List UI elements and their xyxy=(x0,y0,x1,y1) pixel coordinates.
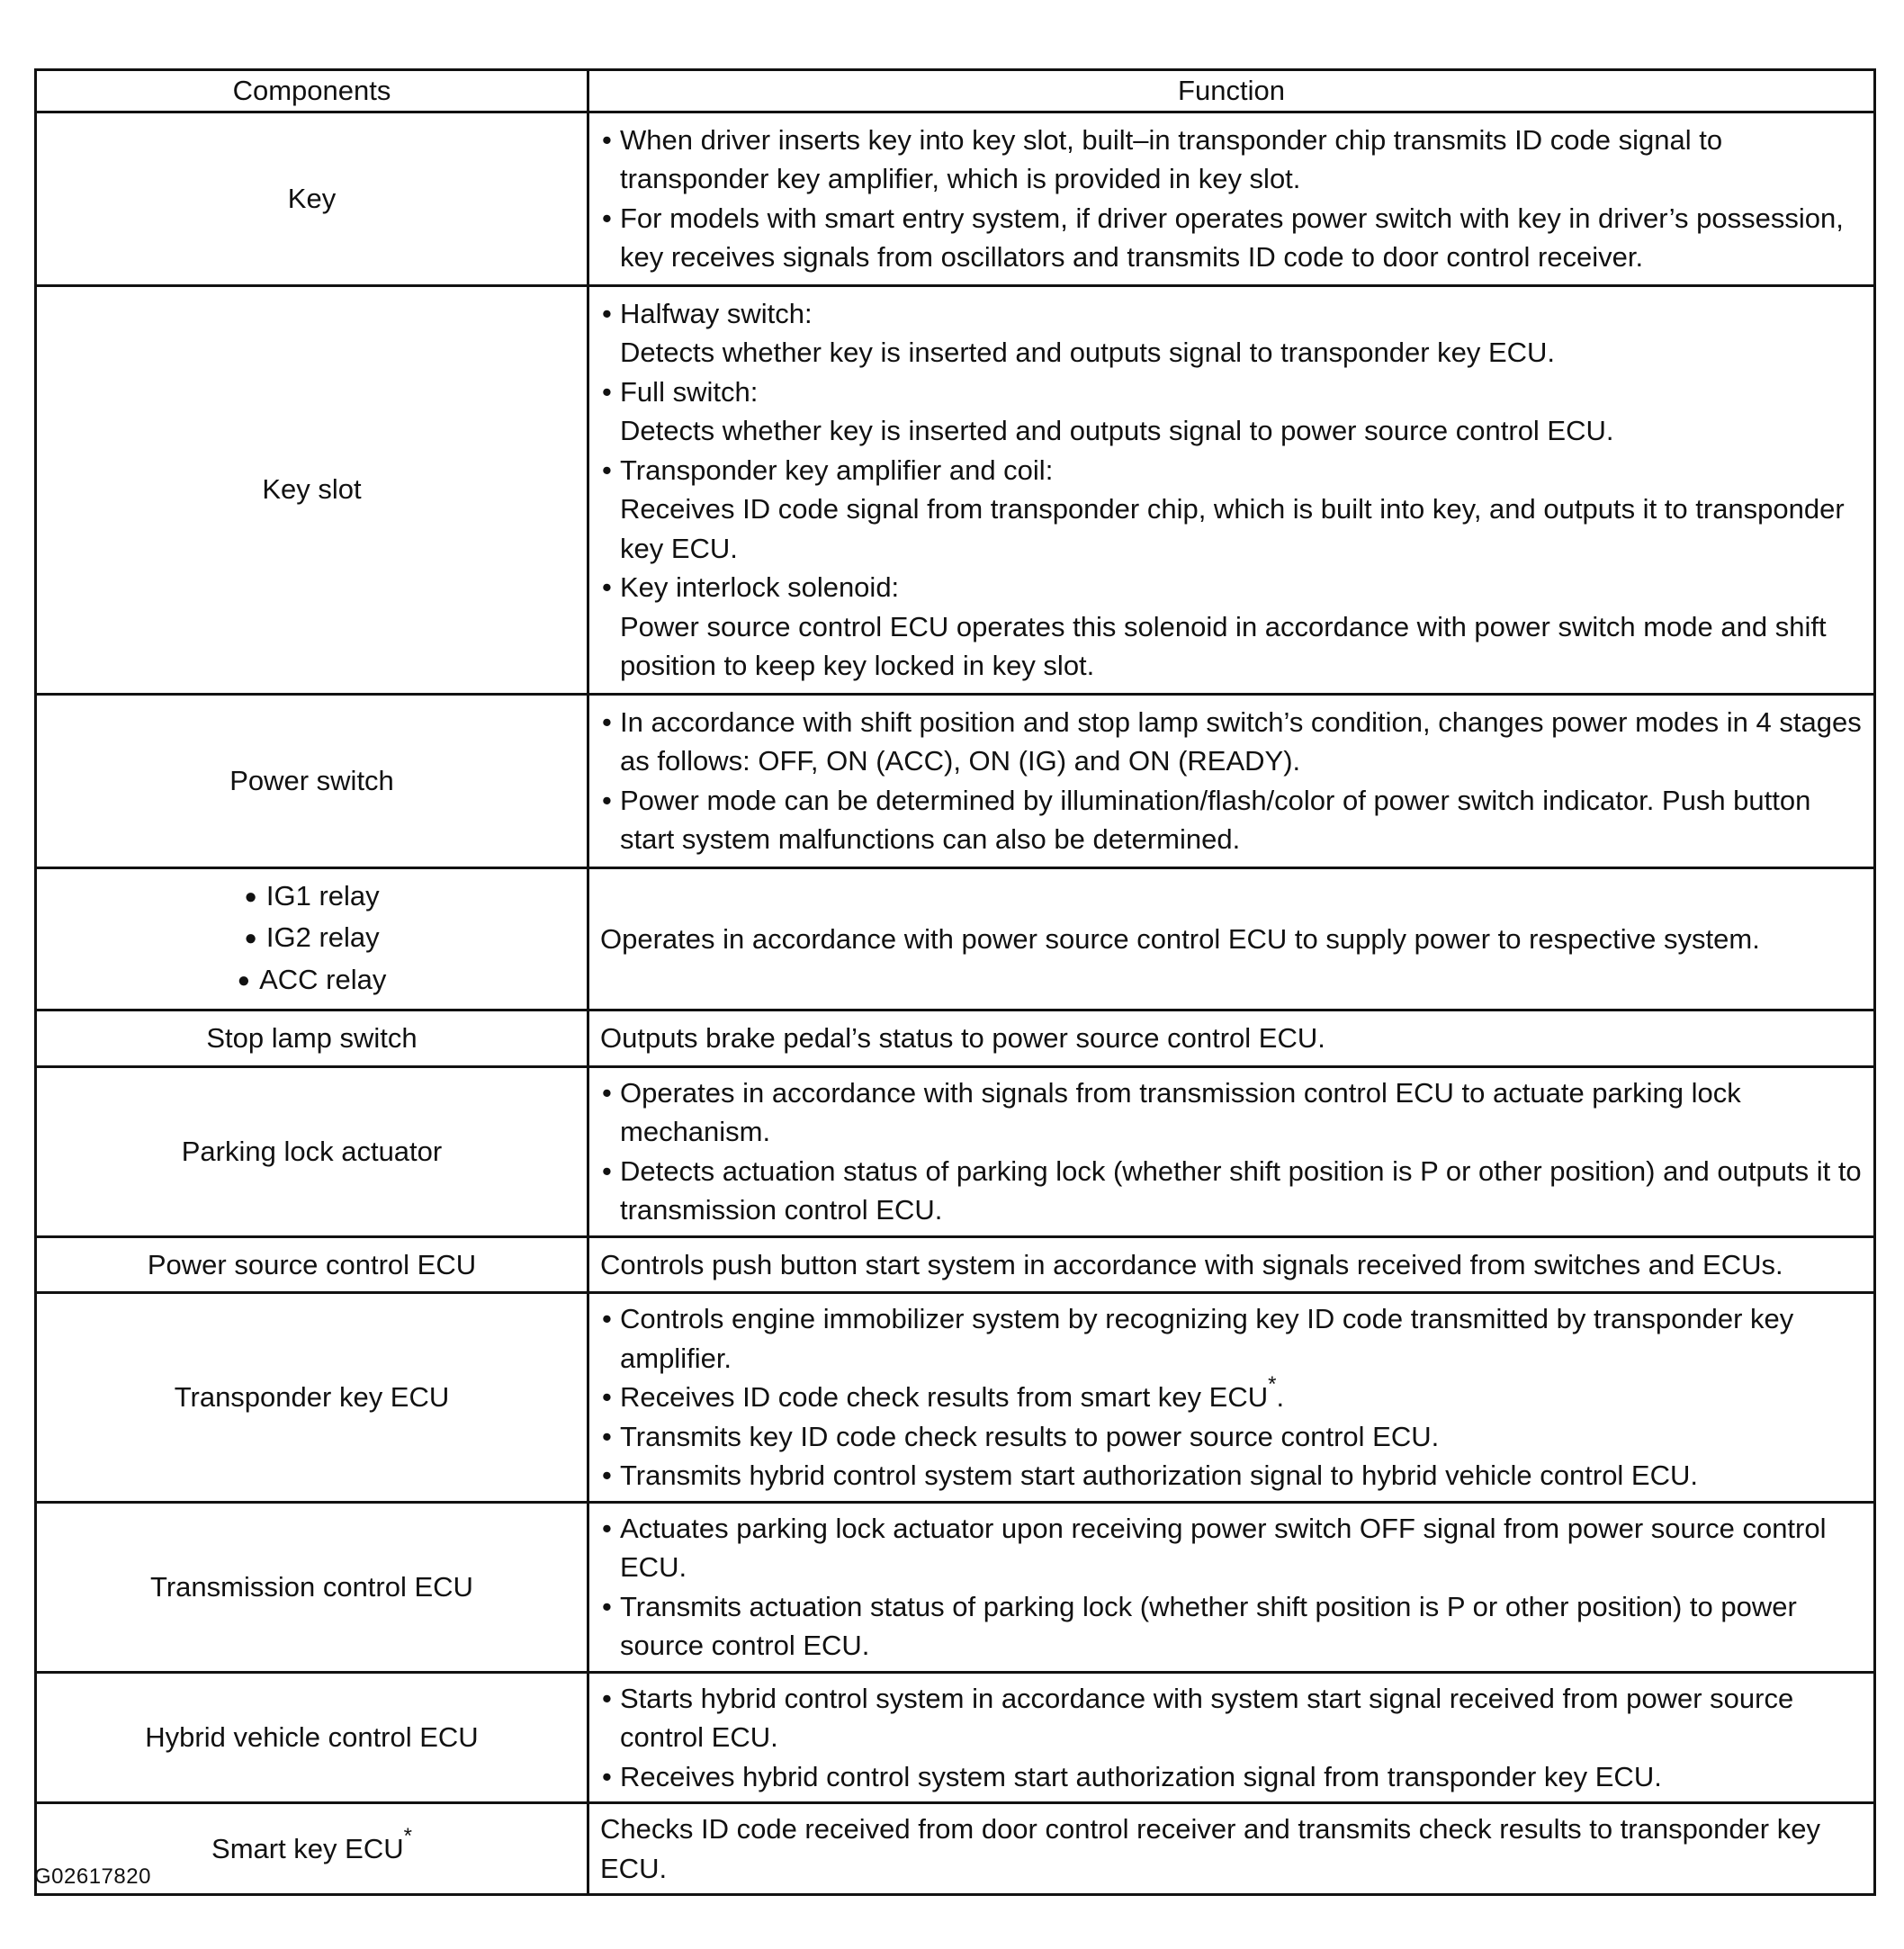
table-row xyxy=(36,1672,1875,1803)
function-cell xyxy=(588,1066,1875,1236)
table-row xyxy=(36,112,1875,285)
function-list xyxy=(600,121,1864,277)
relay-list xyxy=(46,876,578,1002)
function-cell xyxy=(588,285,1875,694)
item-detail: Detects whether key is inserted and outputs signal to power source control ECU. xyxy=(620,415,1614,446)
components-function-table xyxy=(34,68,1876,1896)
footnote-mark: * xyxy=(1268,1372,1277,1397)
figure-id: G02617820 xyxy=(34,1864,151,1889)
relay-item: ● IG1 relay xyxy=(46,876,578,919)
list-item: • In accordance with shift position and stop lamp switch’s condition, changes power modes in 4 stages as follows: OFF, ON (ACC), ON (IG) and ON (READY). xyxy=(600,703,1864,781)
component-cell: Transmission control ECU xyxy=(36,1502,588,1672)
item-title: Halfway switch: xyxy=(620,297,813,329)
item-detail: Power source control ECU operates this solenoid in accordance with power switch mode and shift position to keep key locked in key slot. xyxy=(620,610,1827,681)
list-item: • Detects actuation status of parking lock (whether shift position is P or other position) and outputs it to transmission control ECU. xyxy=(600,1152,1864,1230)
function-cell xyxy=(588,1672,1875,1803)
table-row xyxy=(36,285,1875,694)
list-item xyxy=(600,568,1864,686)
component-cell: Key xyxy=(36,112,588,285)
item-title: Key interlock solenoid: xyxy=(620,571,900,603)
item-detail: Receives ID code signal from transponder chip, which is built into key, and outputs it to transponder key ECU. xyxy=(620,493,1845,564)
function-cell xyxy=(588,1502,1875,1672)
table-row xyxy=(36,1236,1875,1293)
header-function: Function xyxy=(588,70,1875,112)
function-list xyxy=(600,1073,1864,1230)
component-label: Smart key ECU xyxy=(211,1832,404,1864)
function-list xyxy=(600,703,1864,859)
item-title: Transponder key amplifier and coil: xyxy=(620,454,1054,486)
function-cell: Outputs brake pedal’s status to power source control ECU. xyxy=(588,1010,1875,1067)
table-row xyxy=(36,1066,1875,1236)
function-cell xyxy=(588,112,1875,285)
component-cell: Key slot xyxy=(36,285,588,694)
list-item: • For models with smart entry system, if driver operates power switch with key in driver’s possession, key receives signals from oscillators and transmits ID code to door control receiver. xyxy=(600,199,1864,277)
component-cell xyxy=(36,867,588,1010)
function-cell: Controls push button start system in accordance with signals received from switches and ECUs. xyxy=(588,1236,1875,1293)
list-item xyxy=(600,451,1864,569)
list-item: • Receives hybrid control system start authorization signal from transponder key ECU. xyxy=(600,1757,1864,1797)
list-item: • Power mode can be determined by illumination/flash/color of power switch indicator. Push button start system malfunctions can also be determined. xyxy=(600,781,1864,859)
item-end: . xyxy=(1276,1381,1285,1413)
function-list xyxy=(600,294,1864,686)
list-item: • Transmits actuation status of parking lock (whether shift position is P or other position) to power source control ECU. xyxy=(600,1587,1864,1666)
component-cell: Power source control ECU xyxy=(36,1236,588,1293)
relay-item: ● ACC relay xyxy=(46,960,578,1002)
list-item xyxy=(600,1372,1864,1417)
footnote-mark: * xyxy=(403,1823,412,1848)
table-row xyxy=(36,1010,1875,1067)
item-title: Full switch: xyxy=(620,375,759,408)
list-item: • Operates in accordance with signals from transmission control ECU to actuate parking lock mechanism. xyxy=(600,1073,1864,1152)
item-text: Receives ID code check results from smart key ECU xyxy=(620,1381,1269,1413)
table-row xyxy=(36,1293,1875,1503)
item-detail: Detects whether key is inserted and outputs signal to transponder key ECU. xyxy=(620,337,1556,368)
table-header-row xyxy=(36,70,1875,112)
function-list xyxy=(600,1299,1864,1495)
table-row xyxy=(36,867,1875,1010)
component-cell: Power switch xyxy=(36,694,588,867)
list-item: • Starts hybrid control system in accordance with system start signal received from power source control ECU. xyxy=(600,1679,1864,1757)
list-item: • Actuates parking lock actuator upon receiving power switch OFF signal from power source control ECU. xyxy=(600,1509,1864,1587)
list-item: • When driver inserts key into key slot, built–in transponder chip transmits ID code signal to transponder key amplifier, which is provided in key slot. xyxy=(600,121,1864,199)
relay-item: ● IG2 relay xyxy=(46,918,578,960)
component-cell: Transponder key ECU xyxy=(36,1293,588,1503)
component-cell: Stop lamp switch xyxy=(36,1010,588,1067)
table-row xyxy=(36,694,1875,867)
list-item: • Transmits hybrid control system start authorization signal to hybrid vehicle control ECU. xyxy=(600,1456,1864,1495)
table-row xyxy=(36,1803,1875,1895)
function-cell: Checks ID code received from door control receiver and transmits check results to transponder key ECU. xyxy=(588,1803,1875,1895)
function-cell: Operates in accordance with power source control ECU to supply power to respective system. xyxy=(588,867,1875,1010)
component-cell: Hybrid vehicle control ECU xyxy=(36,1672,588,1803)
function-list xyxy=(600,1679,1864,1797)
list-item xyxy=(600,294,1864,373)
list-item: • Transmits key ID code check results to power source control ECU. xyxy=(600,1417,1864,1457)
table-row xyxy=(36,1502,1875,1672)
header-components: Components xyxy=(36,70,588,112)
function-cell xyxy=(588,694,1875,867)
function-cell xyxy=(588,1293,1875,1503)
function-list xyxy=(600,1509,1864,1666)
list-item: • Controls engine immobilizer system by recognizing key ID code transmitted by transponder key amplifier. xyxy=(600,1299,1864,1378)
list-item xyxy=(600,373,1864,451)
component-cell: Parking lock actuator xyxy=(36,1066,588,1236)
